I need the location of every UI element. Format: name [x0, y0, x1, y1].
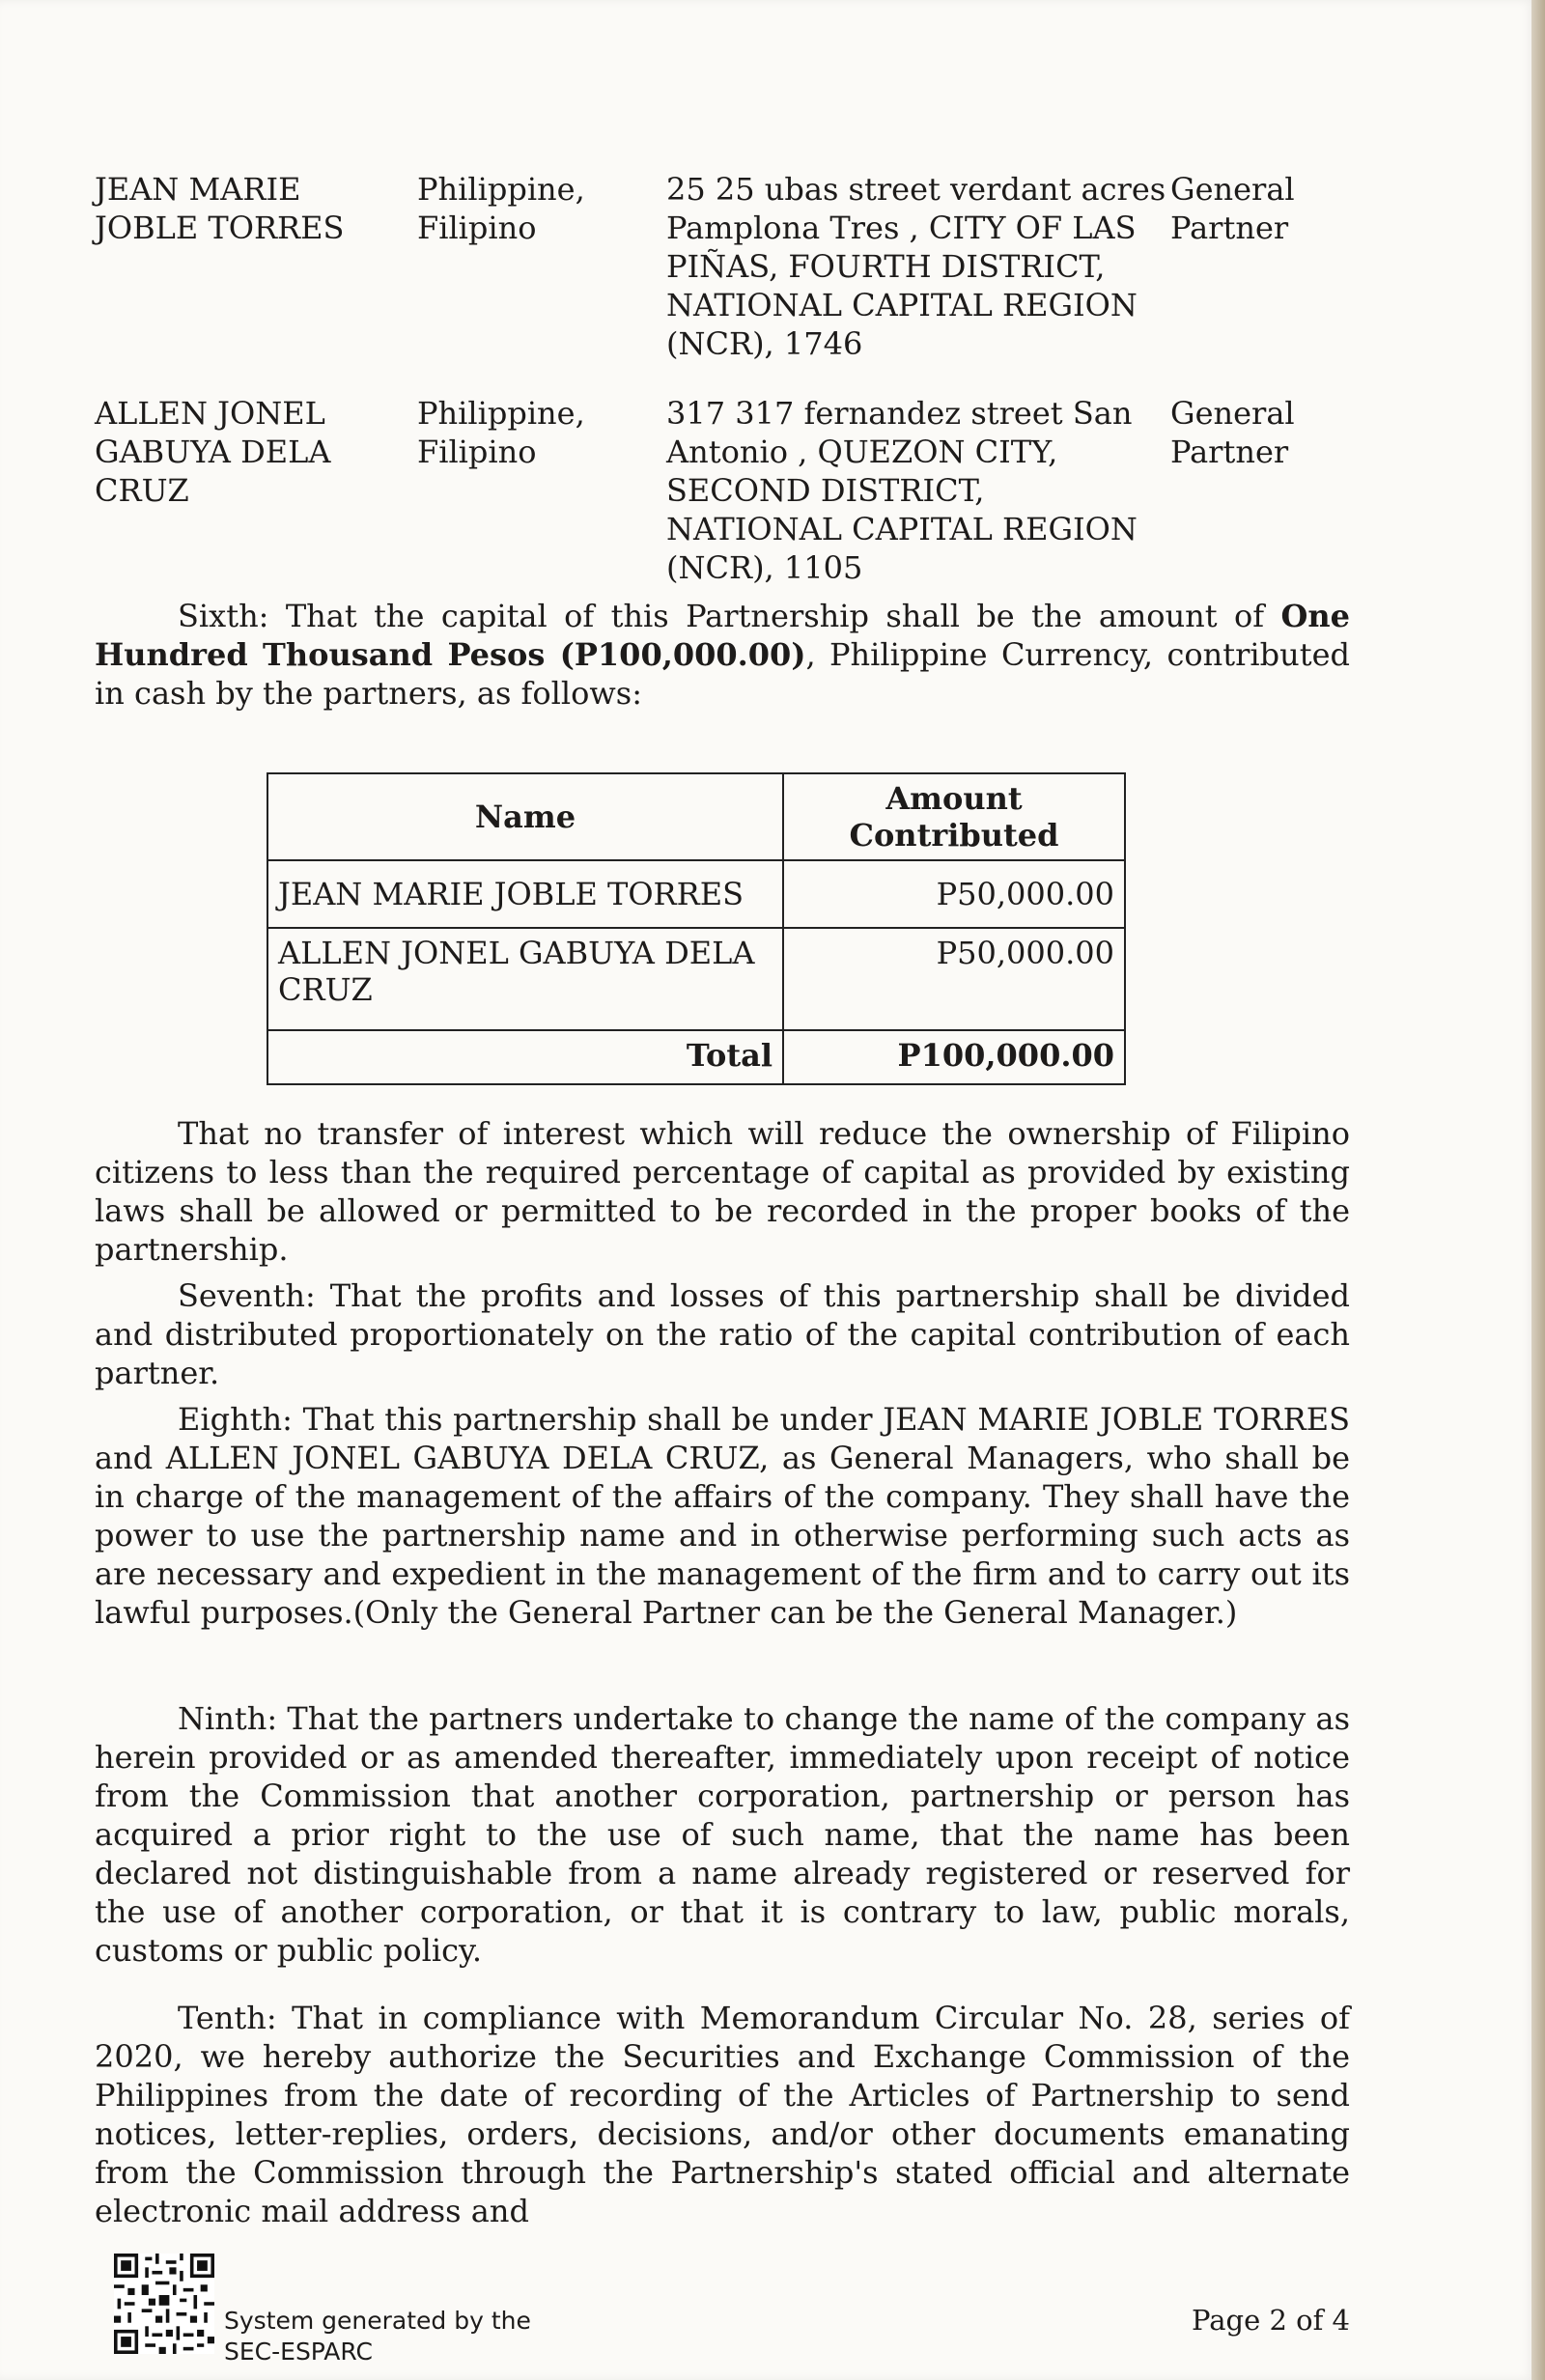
ninth-paragraph	[95, 1699, 1350, 1970]
partner-name: JEAN MARIE JOBLE TORRES	[95, 171, 345, 246]
system-line-1: System generated by the	[224, 2307, 531, 2335]
table-row	[267, 928, 1125, 1030]
contributor-amount: P50,000.00	[783, 928, 1125, 1030]
sixth-capital-amount: One Hundred Thousand Pesos (P100,000.00)	[95, 598, 1350, 673]
partner-address: 25 25 ubas street verdant acres Pamplona Tres , CITY OF LAS PIÑAS, FOURTH DISTRICT, NATIONAL CAPITAL REGION (NCR), 1746	[666, 171, 1166, 362]
system-line-2: SEC-ESPARC	[224, 2338, 373, 2366]
tenth-paragraph	[95, 1999, 1350, 2230]
amount-column-header: Amount Contributed	[783, 773, 1125, 860]
page-number: Page 2 of 4	[1192, 2304, 1350, 2337]
ninth-text: Ninth: That the partners undertake to change the name of the company as herein provided or as amended thereafter, immediately upon receipt of notice from the Commission that another corporation, partnership or person has acquired a prior right to the use of such name, that the name has been declared not distinguishable from a name already registered or reserved for the use of another corporation, or that it is contrary to law, public morals, customs or public policy.	[95, 1700, 1350, 1969]
partner-row	[95, 394, 1311, 618]
table-header-row	[267, 773, 1125, 860]
system-generated-note	[224, 2306, 531, 2367]
sixth-text-after: , Philippine Currency, contributed in cash by the partners, as follows:	[95, 636, 1351, 712]
eighth-paragraph	[95, 1400, 1350, 1632]
partner-address: 317 317 fernandez street San Antonio , QUEZON CITY, SECOND DISTRICT, NATIONAL CAPITAL REGION (NCR), 1105	[666, 395, 1138, 586]
qr-code-icon	[114, 2254, 214, 2354]
contributions-table	[267, 772, 1126, 1085]
name-column-header: Name	[267, 773, 783, 860]
partner-name: ALLEN JONEL GABUYA DELA CRUZ	[95, 395, 331, 509]
partners-list	[95, 170, 1311, 618]
page-footer	[114, 2254, 1350, 2366]
partner-role: General Partner	[1170, 171, 1295, 246]
contributor-amount: P50,000.00	[783, 860, 1125, 928]
partner-nationality: Philippine, Filipino	[417, 395, 585, 470]
seventh-paragraph	[95, 1276, 1350, 1392]
tenth-text: Tenth: That in compliance with Memorandum Circular No. 28, series of 2020, we hereby authorize the Securities and Exchange Commission of the Philippines from the date of recording of the Articles of Partnership to send notices, letter-replies, orders, decisions, and/or other documents emanating from the Commission through the Partnership's stated official and alternate electronic mail address and	[95, 2000, 1350, 2229]
contributor-name: JEAN MARIE JOBLE TORRES	[267, 860, 783, 928]
transfer-text: That no transfer of interest which will reduce the ownership of Filipino citizens to less than the required percentage of capital as provided by existing laws shall be allowed or permitted to be recorded in the proper books of the partnership.	[95, 1115, 1350, 1268]
sixth-text-before: Sixth: That the capital of this Partnership shall be the amount of	[178, 598, 1281, 634]
seventh-text: Seventh: That the profits and losses of this partnership shall be divided and distributed proportionately on the ratio of the capital contribution of each partner.	[95, 1277, 1350, 1391]
paper-edge	[1531, 0, 1545, 2380]
table-row	[267, 860, 1125, 928]
sixth-paragraph	[95, 597, 1350, 713]
total-label: Total	[267, 1030, 783, 1084]
total-amount: P100,000.00	[783, 1030, 1125, 1084]
partner-nationality: Philippine, Filipino	[417, 171, 585, 246]
partner-row	[95, 170, 1311, 394]
transfer-paragraph	[95, 1114, 1350, 1269]
contributor-name: ALLEN JONEL GABUYA DELA CRUZ	[267, 928, 783, 1030]
partner-role: General Partner	[1170, 395, 1295, 470]
eighth-text: Eighth: That this partnership shall be under JEAN MARIE JOBLE TORRES and ALLEN JONEL GABUYA DELA CRUZ, as General Managers, who shall be in charge of the management of the affairs of the company. They shall have the power to use the partnership name and in otherwise performing such acts as are necessary and expedient in the management of the firm and to carry out its lawful purposes.(Only the General Partner can be the General Manager.)	[95, 1401, 1350, 1631]
total-row	[267, 1030, 1125, 1084]
